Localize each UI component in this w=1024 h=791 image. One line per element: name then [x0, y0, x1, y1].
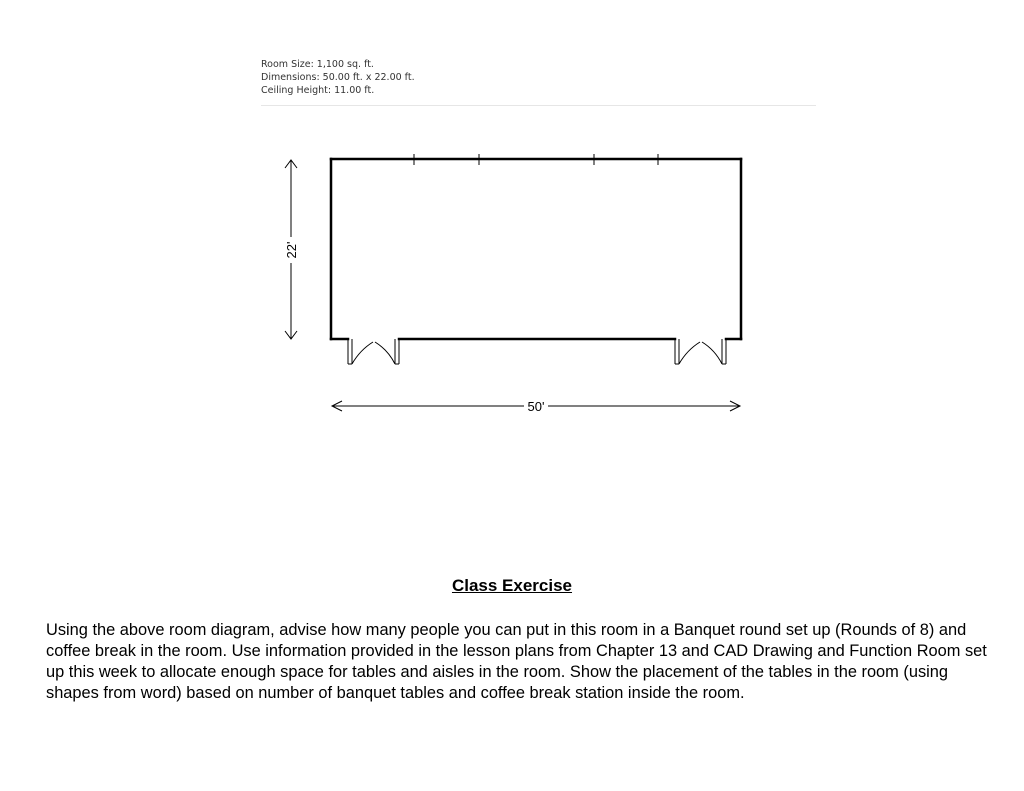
- width-label: 50': [527, 399, 545, 414]
- exercise-title-wrap: [0, 576, 1024, 596]
- exercise-instructions: Using the above room diagram, advise how many people you can put in this room in a Banquet round set up (Rounds of 8) and coffee break in the room. Use information provided in the lesson plans from Chapter 13 and CAD Drawing and Function Room set up this week to allocate enough space for tables and aisles in the room. Show the placement of the tables in the room (using shapes from word) based on number of banquet tables and coffee break station inside the room.: [46, 621, 987, 702]
- room-dimensions: Dimensions: 50.00 ft. x 22.00 ft.: [261, 72, 415, 83]
- room-walls: [331, 159, 741, 339]
- exercise-title: Class Exercise: [451, 576, 573, 595]
- ceiling-height: Ceiling Height: 11.00 ft.: [261, 85, 375, 96]
- height-label: 22': [284, 241, 299, 259]
- door-right: [675, 339, 726, 364]
- room-size: Room Size: 1,100 sq. ft.: [261, 59, 374, 70]
- door-left: [348, 339, 399, 364]
